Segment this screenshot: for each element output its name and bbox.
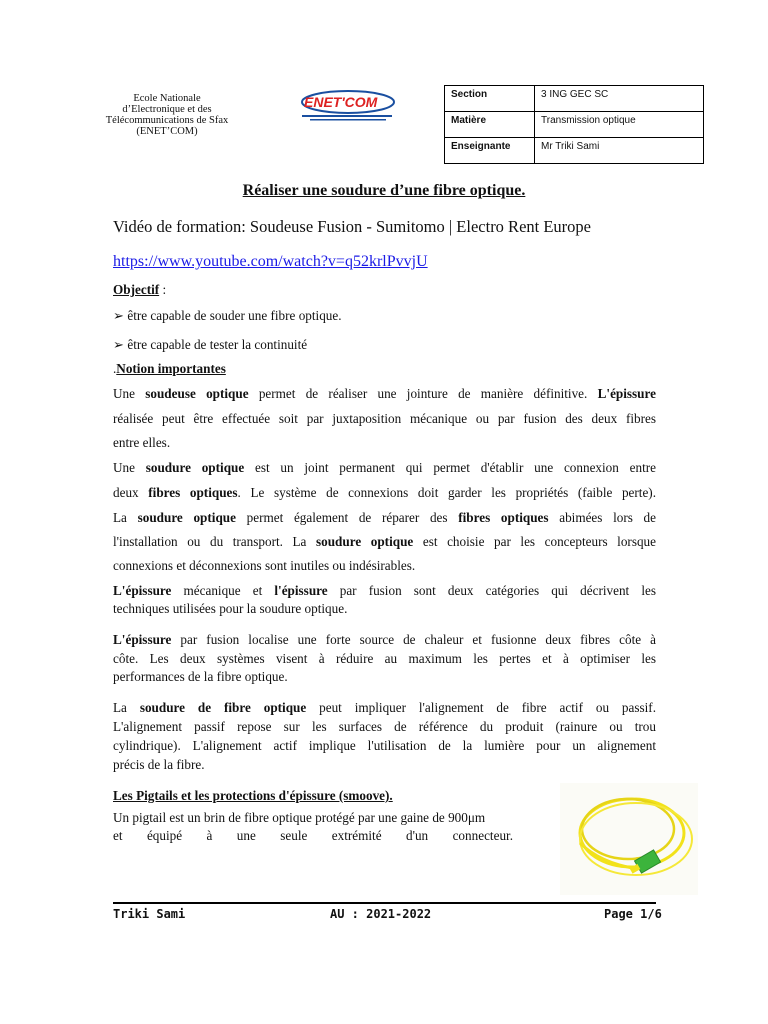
logo-text: ENET'COM — [304, 94, 378, 110]
paragraph-line: La soudure optique permet également de réparer des fibres optiques abimées lors de — [113, 510, 657, 525]
pigtails-heading: Les Pigtails et les protections d'épissure (smoove). — [113, 788, 393, 803]
footer-author: Triki Sami — [113, 907, 186, 921]
paragraph-line: Une soudure optique est un joint permanent qui permet d'établir une connexion entre — [113, 460, 656, 475]
table-value: Mr Triki Sami — [535, 138, 704, 164]
table-key: Matière — [445, 112, 535, 138]
objectif-item: ➢ être capable de tester la continuité — [113, 337, 308, 352]
school-line: (ENET’COM) — [136, 126, 198, 137]
paragraph-line: réalisée peut être effectuée soit par juxtaposition mécanique ou par fusion des deux fibres — [113, 411, 656, 426]
course-info-table — [444, 85, 704, 164]
document-title: Réaliser une soudure d’une fibre optique. — [242, 182, 526, 199]
school-line: Ecole Nationale — [133, 93, 201, 104]
paragraph-line: côte. Les deux systèmes visent à réduire au maximum les pertes et à optimiser les — [113, 651, 656, 666]
paragraph-line: Une soudeuse optique permet de réaliser une jointure de manière définitive. L'épissure — [113, 386, 656, 401]
paragraph-line: La soudure de fibre optique peut impliquer l'alignement de fibre actif ou passif. — [113, 700, 656, 715]
paragraph-line: entre elles. — [113, 435, 171, 450]
enetcom-logo — [296, 84, 400, 124]
table-value: 3 ING GEC SC — [535, 86, 704, 112]
table-row — [445, 86, 704, 112]
school-name — [78, 93, 256, 137]
paragraph-line: l'installation ou du transport. La soudure optique est choisie par les concepteurs lorsque — [113, 534, 656, 549]
footer-page-number: Page 1/6 — [604, 907, 662, 921]
objectif-item: ➢ être capable de souder une fibre optique. — [113, 308, 342, 323]
table-key: Enseignante — [445, 138, 535, 164]
table-row — [445, 112, 704, 138]
pigtail-photo — [560, 783, 698, 895]
objectif-heading: Objectif : — [113, 282, 167, 297]
school-line: d’Electronique et des — [122, 104, 212, 115]
footer-rule — [113, 902, 656, 904]
footer-year: AU : 2021-2022 — [330, 907, 432, 921]
paragraph-line: deux fibres optiques. Le système de connexions doit garder les propriétés (faible perte). — [113, 485, 656, 500]
video-reference: Vidéo de formation: Soudeuse Fusion - Sumitomo | Electro Rent Europe — [113, 217, 591, 236]
table-key: Section — [445, 86, 535, 112]
table-value: Transmission optique — [535, 112, 704, 138]
notions-heading: .Notion importantes — [113, 361, 226, 376]
paragraph-line: techniques utilisées pour la soudure optique. — [113, 601, 348, 616]
paragraph-line: L'épissure par fusion localise une forte source de chaleur et fusionne deux fibres côte à — [113, 632, 656, 647]
paragraph-line: précis de la fibre. — [113, 757, 205, 772]
paragraph-line: cylindrique). L'alignement actif implique l'utilisation de la lumière pour un alignement — [113, 738, 656, 753]
youtube-link[interactable]: https://www.youtube.com/watch?v=q52krlPvvjU — [113, 253, 428, 270]
paragraph-line: connexions et déconnexions sont inutiles ou indésirables. — [113, 558, 416, 573]
paragraph-line: performances de la fibre optique. — [113, 669, 288, 684]
table-row — [445, 138, 704, 164]
objectif-heading-text: Objectif — [113, 282, 160, 297]
paragraph-line: Un pigtail est un brin de fibre optique protégé par une gaine de 900μm — [113, 810, 486, 825]
paragraph-line: L'épissure mécanique et l'épissure par fusion sont deux catégories qui décrivent les — [113, 583, 656, 598]
school-line: Télécommunications de Sfax — [105, 115, 229, 126]
paragraph-line: L'alignement passif repose sur les surfaces de référence du produit (rainure ou trou — [113, 719, 656, 734]
paragraph-line: et équipé à une seule extrémité d'un connecteur. — [113, 828, 513, 843]
